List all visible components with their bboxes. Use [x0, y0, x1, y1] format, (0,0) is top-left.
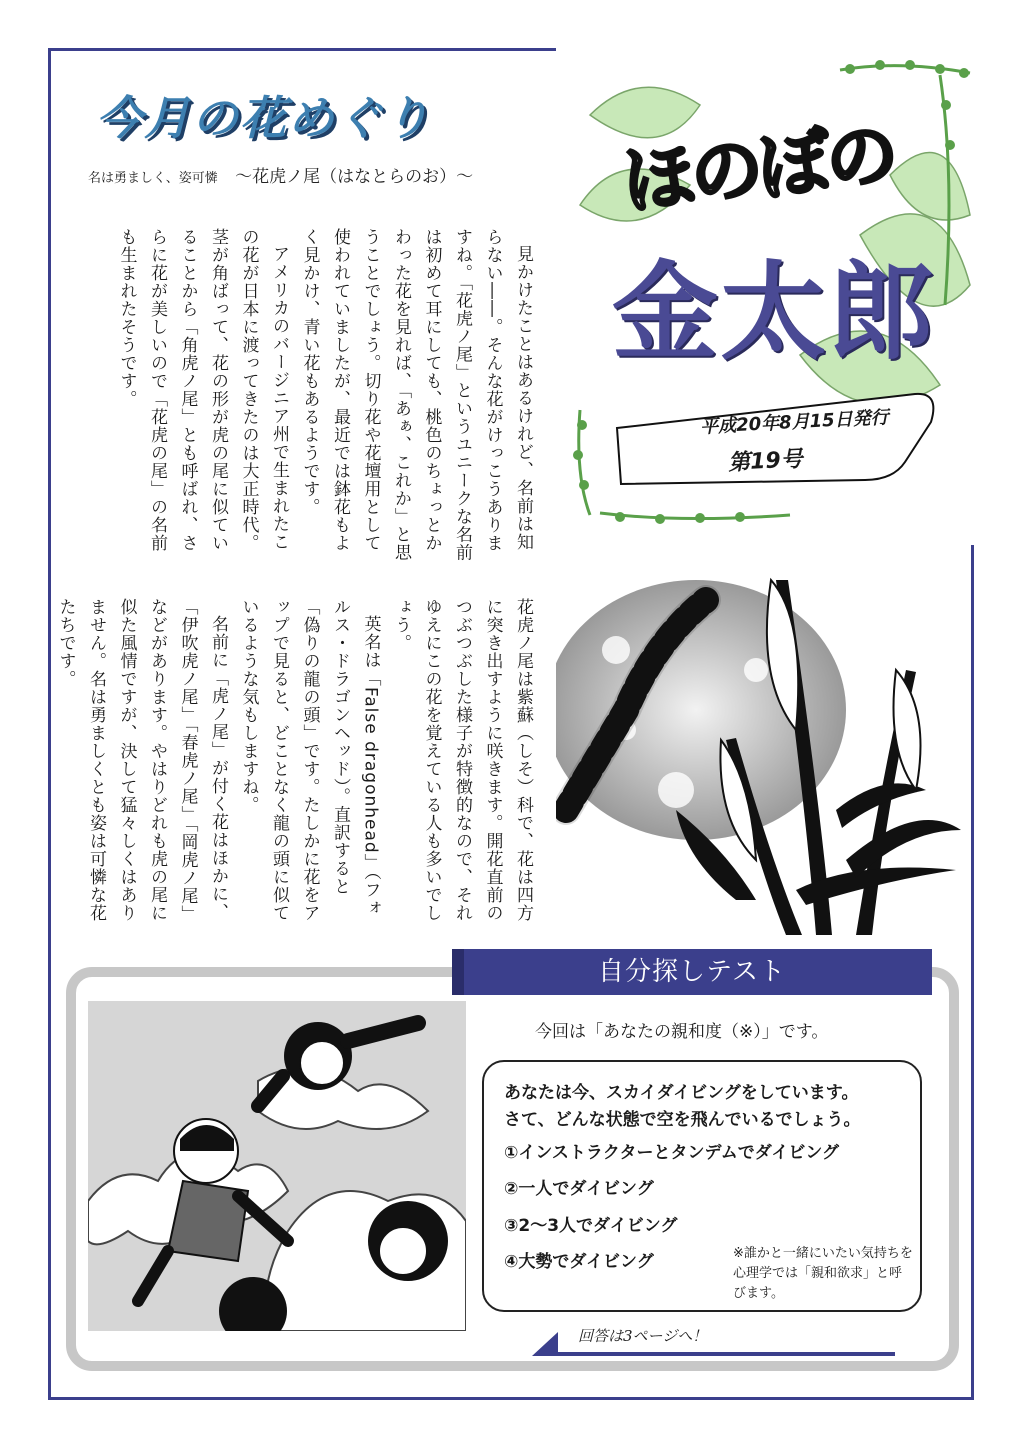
- masthead-title-main: 金太郎: [612, 251, 936, 374]
- masthead-title-top: ほのぼの: [618, 111, 899, 224]
- column-title: 今月の花めぐり: [96, 91, 432, 145]
- answer-option-1[interactable]: ①インストラクターとタンデムでダイビング: [504, 1143, 840, 1163]
- frame-top-line: [48, 48, 556, 51]
- article-lower-text: [55, 598, 538, 928]
- quiz-header-shade: [452, 949, 464, 995]
- answer-option-2[interactable]: ②一人でダイビング: [504, 1179, 654, 1199]
- quiz-header: [452, 949, 932, 995]
- answer-reference-link[interactable]: 回答は3ページへ！: [578, 1327, 708, 1345]
- answer-option-3[interactable]: ③2〜3人でダイビング: [504, 1216, 678, 1236]
- article-paragraph: 英名は「False dragonhead」（フォルス・ドラゴンヘッド）。直訳すると「偽りの龍の頭」です。たしかに花をアップで見ると、どことなく龍の頭に似ているような気もしますね。: [238, 598, 381, 922]
- frame-bottom-line: [48, 1397, 974, 1400]
- answer-option-4[interactable]: ④大勢でダイビング: [504, 1252, 654, 1272]
- frame-right-line: [971, 545, 974, 1400]
- article-paragraph: 見かけたことはあるけれど、名前は知らない――。そんな花がけっこうありますね。「花虎ノ尾」というユニークな名前は初めて耳にしても、桃色のちょっとかわった花を見れば、「あぁ、これか」と思うことでしょう。切り花や花壇用として使われていましたが、最近では鉢花もよく見かけ、青い花もあるようです。: [299, 228, 533, 562]
- quiz-intro-text: 今回は「あなたの親和度（※）」です。: [535, 1022, 829, 1042]
- skydiving-illustration: [88, 1001, 466, 1331]
- article-paragraph: 花虎ノ尾は紫蘇（しそ）科で、花は四方に突き出すように咲きます。開花直前のつぶつぶした様子が特徴的なので、それゆえにこの花を覚えている人も多いでしょう。: [391, 598, 533, 922]
- article-paragraph: アメリカのバージニア州で生まれたこの花が日本に渡ってきたのは大正時代。茎が角ばって、花の形が虎の尾に似ていることから「角虎ノ尾」とも呼ばれ、さらに花が美しいので「花虎の尾」の名前も生まれたそうです。: [116, 228, 289, 552]
- quiz-header-label: 自分探しテスト: [598, 957, 786, 987]
- subtitle-flower-name: 〜花虎ノ尾（はなとらのお）〜: [235, 167, 474, 187]
- issue-number: 第19号: [727, 447, 804, 476]
- tiger-tail-flower-illustration: [556, 560, 966, 935]
- question-line-2: さて、どんな状態で空を飛んでいるでしょう。: [504, 1110, 861, 1130]
- column-subtitle: [88, 162, 473, 187]
- question-line-1: あなたは今、スカイダイビングをしています。: [504, 1083, 859, 1103]
- subtitle-tagline: 名は勇ましく、姿可憐: [88, 171, 218, 186]
- footnote-affiliation-need: ※誰かと一緒にいたい気持ちを心理学では「親和欲求」と呼びます。: [733, 1246, 913, 1301]
- article-paragraph: 名前に「虎ノ尾」が付く花はほかに、「伊吹虎ノ尾」「春虎ノ尾」「岡虎ノ尾」などがあります。やはりどれも虎の尾に似た風情ですが、決して猛々しくはありません。名は勇ましくとも姿は可憐な花たちです。: [55, 598, 228, 923]
- article-upper-text: [80, 228, 538, 563]
- issue-date: 平成20年8月15日発行: [699, 407, 890, 438]
- answer-underline: [543, 1352, 895, 1356]
